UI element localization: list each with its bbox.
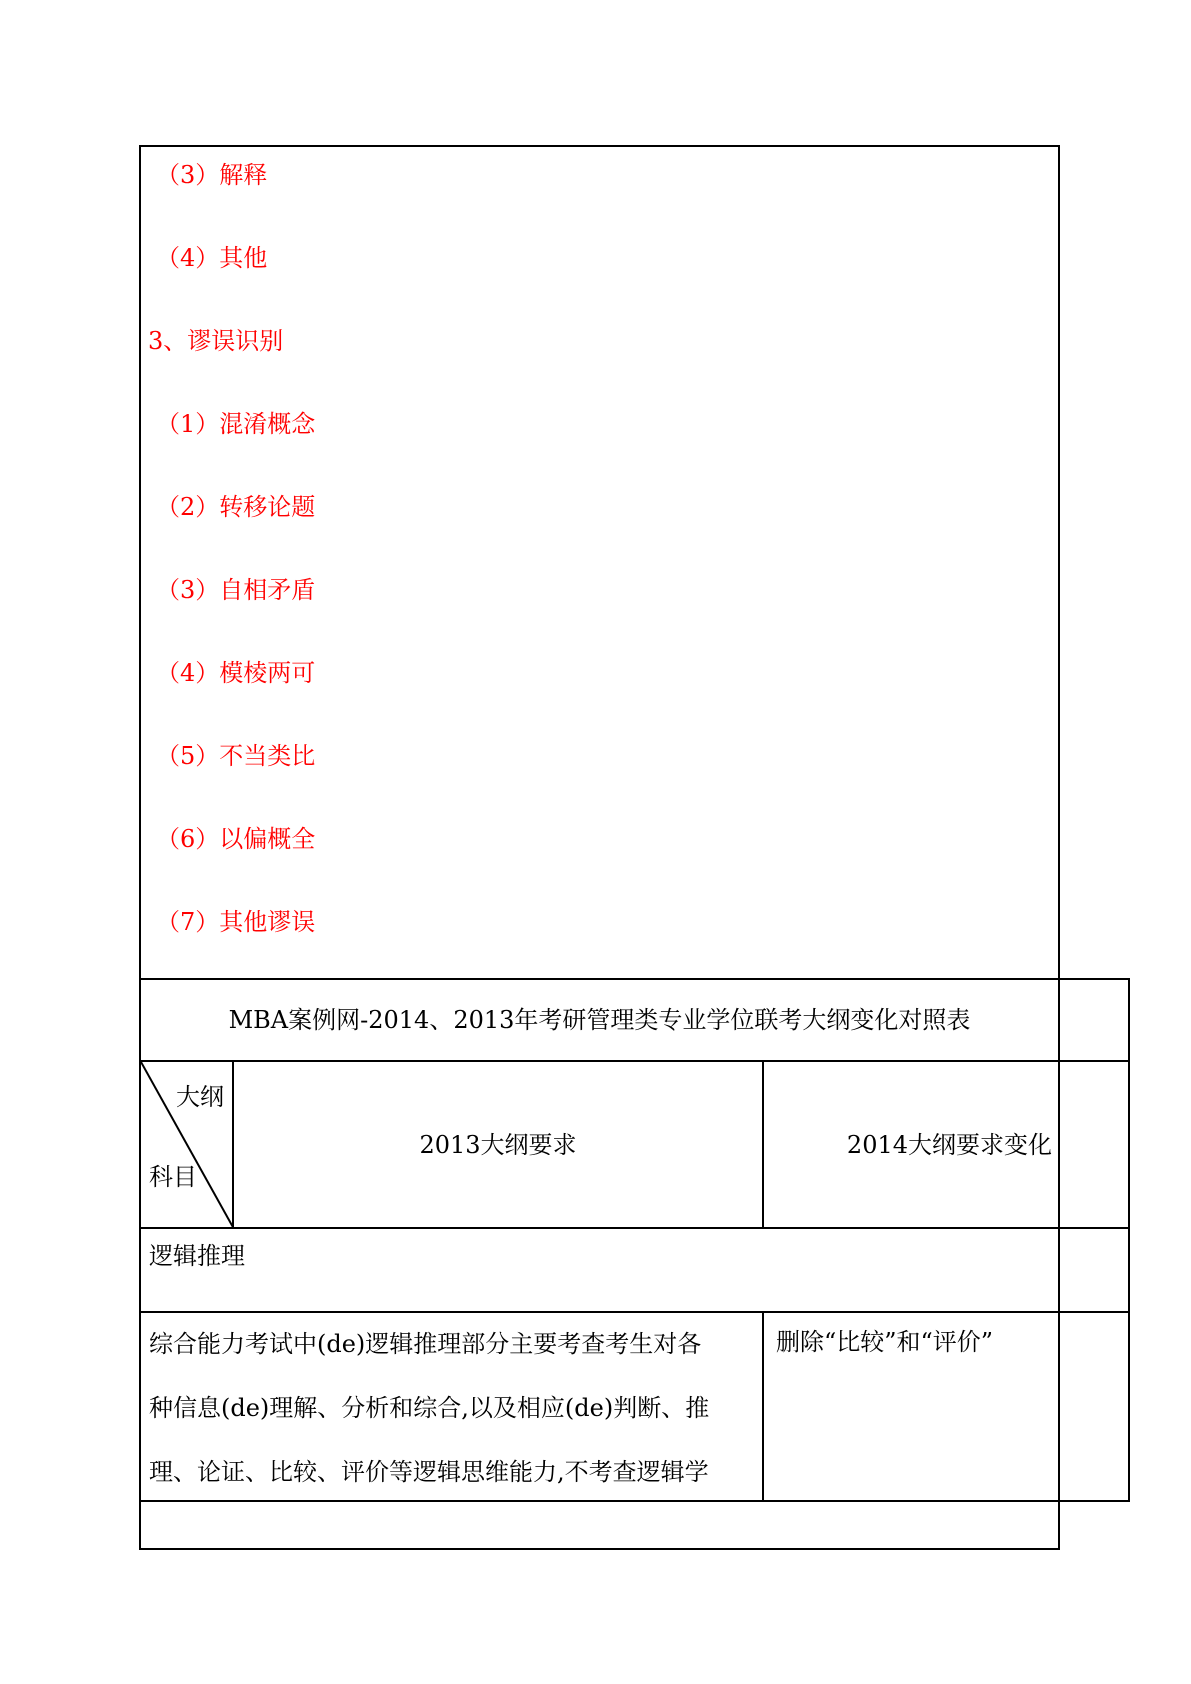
- table-title: MBA案例网-2014、2013年考研管理类专业学位联考大纲变化对照表: [228, 1006, 971, 1034]
- column-header-2013: [232, 1060, 764, 1229]
- subject-row: [139, 1227, 1060, 1313]
- diagonal-header-top: 大纲: [176, 1083, 224, 1111]
- list-item: （4）其他: [156, 244, 268, 272]
- list-item: （2）转移论题: [156, 493, 316, 521]
- table-title-cell: [139, 978, 1060, 1062]
- requirement-line: 理、论证、比较、评价等逻辑思维能力,不考查逻辑学: [149, 1458, 709, 1486]
- diagonal-header-bottom: 科目: [149, 1163, 197, 1191]
- list-item: （5）不当类比: [156, 742, 316, 770]
- table-extra-cell: [1058, 1311, 1130, 1502]
- list-item: （7）其他谬误: [156, 908, 316, 936]
- requirement-line: 综合能力考试中(de)逻辑推理部分主要考查考生对各: [149, 1330, 702, 1358]
- list-item: （1）混淆概念: [156, 410, 316, 438]
- change-text: 删除“比较”和“评价”: [776, 1328, 994, 1356]
- section-heading: 3、谬误识别: [148, 327, 284, 355]
- change-2014-cell: [762, 1311, 1060, 1502]
- table-extra-cell: [1058, 978, 1130, 1062]
- list-item: （3）自相矛盾: [156, 576, 316, 604]
- subject-label: 逻辑推理: [149, 1242, 245, 1270]
- column-header-2014-label: 2014大纲要求变化: [846, 1130, 1052, 1159]
- list-item: （6）以偏概全: [156, 825, 316, 853]
- list-item: （3）解释: [156, 161, 268, 189]
- column-header-2014: [762, 1060, 1060, 1229]
- column-header-2013-label: 2013大纲要求: [419, 1130, 577, 1159]
- diagonal-header-cell: [139, 1060, 234, 1229]
- list-item: （4）模棱两可: [156, 659, 316, 687]
- requirement-line: 种信息(de)理解、分析和综合,以及相应(de)判断、推: [149, 1394, 710, 1422]
- table-extra-cell: [1058, 1227, 1130, 1313]
- requirement-2013-cell: [139, 1311, 764, 1502]
- table-extra-cell: [1058, 1060, 1130, 1229]
